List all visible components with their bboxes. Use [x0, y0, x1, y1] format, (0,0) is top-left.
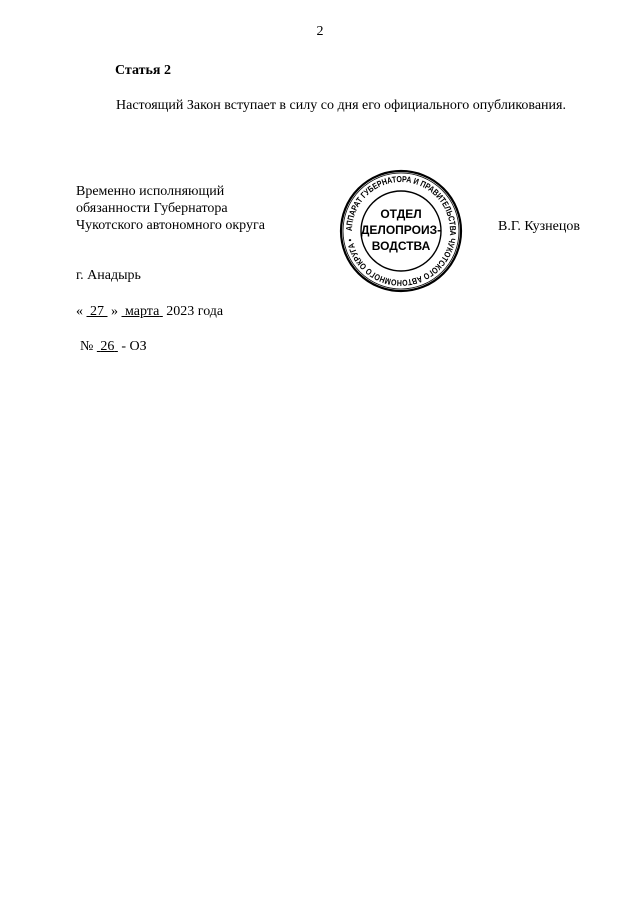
number-suffix: - ОЗ	[121, 339, 147, 354]
signatory-name: В.Г. Кузнецов	[498, 219, 580, 234]
date-open-quote: «	[76, 304, 83, 319]
article-text: Настоящий Закон вступает в силу со дня его официального опубликования.	[116, 98, 566, 113]
seal-line-2: ДЕЛОПРОИЗ-	[360, 223, 442, 237]
date-year: 2023 года	[166, 304, 224, 319]
signatory-position	[76, 183, 265, 234]
number-sign: №	[80, 339, 94, 354]
date-close-quote: »	[111, 304, 118, 319]
number-value: 26	[100, 339, 115, 354]
seal-ring-text: АППАРАТ ГУБЕРНАТОРА И ПРАВИТЕЛЬСТВА ЧУКОТСКОГО АВТОНОМНОГО ОКРУГА •	[343, 173, 459, 289]
date-month: марта	[125, 304, 160, 319]
city: г. Анадырь	[76, 268, 141, 283]
signatory-position-line: Временно исполняющий	[76, 184, 225, 199]
signatory-position-line: Чукотского автономного округа	[76, 218, 265, 233]
seal-line-3: ВОДСТВА	[371, 239, 431, 253]
page-number: 2	[316, 24, 324, 39]
law-number	[80, 339, 147, 355]
seal-line-1: ОТДЕЛ	[380, 207, 422, 221]
official-seal	[338, 168, 464, 294]
signing-date	[76, 304, 223, 320]
date-day: 27	[90, 304, 104, 319]
article-heading: Статья 2	[115, 63, 171, 78]
signatory-position-line: обязанности Губернатора	[76, 201, 228, 216]
